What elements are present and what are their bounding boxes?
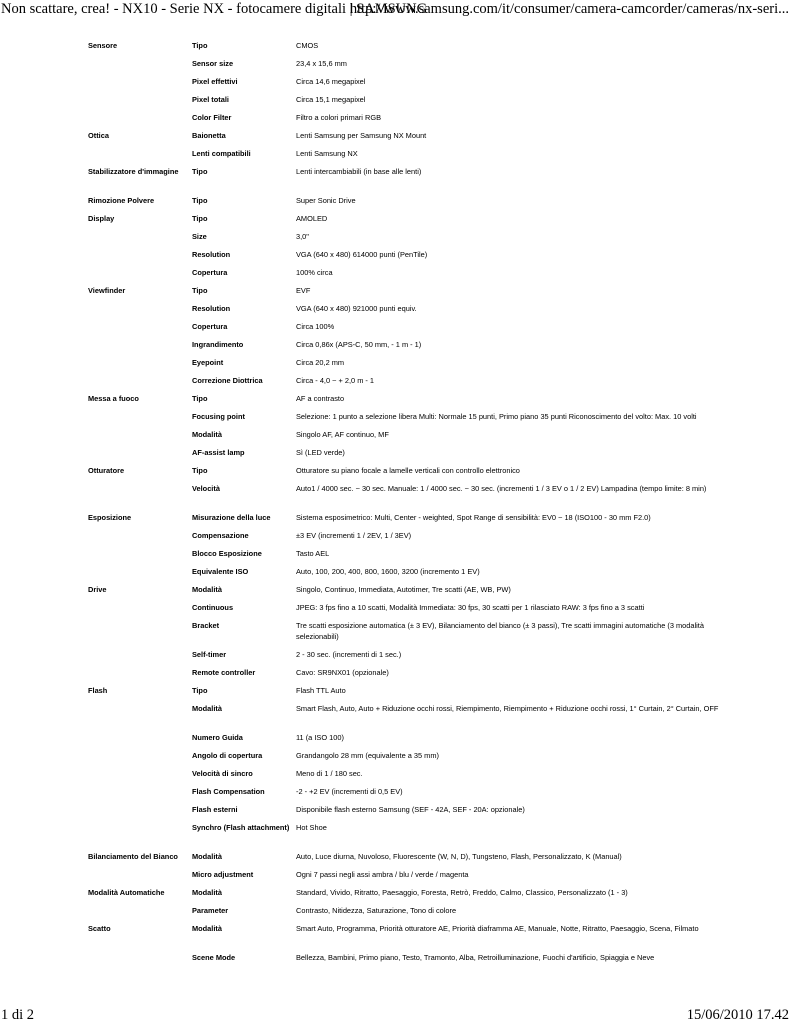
spec-category: Flash <box>88 686 108 695</box>
spec-name: Resolution <box>192 304 231 313</box>
spec-name: Tipo <box>192 196 208 205</box>
spec-value: Lenti intercambiabili (in base alle lenti) <box>296 167 422 176</box>
spec-name: Modalità <box>192 430 222 439</box>
spec-category <box>88 805 192 823</box>
spec-row <box>88 358 720 376</box>
spec-row <box>88 59 720 77</box>
spec-name: Continuous <box>192 603 234 612</box>
spec-category <box>88 448 192 466</box>
spec-category <box>88 268 192 286</box>
spec-value: Meno di 1 / 180 sec. <box>296 769 363 778</box>
spec-category <box>88 77 192 95</box>
spec-category <box>88 621 192 650</box>
spec-name: Copertura <box>192 268 228 277</box>
spec-name: Scene Mode <box>192 953 236 962</box>
spec-category <box>88 769 192 787</box>
spec-value: Smart Flash, Auto, Auto + Riduzione occhi rossi, Riempimento, Riempimento + Riduzione occhi rossi, 1° Curtain, 2° Curtain, OFF <box>296 704 719 713</box>
spec-value: Circa 0,86x (APS-C, 50 mm, - 1 m - 1) <box>296 340 422 349</box>
spec-value: ±3 EV (incrementi 1 / 2EV, 1 / 3EV) <box>296 531 412 540</box>
spec-name: AF-assist lamp <box>192 448 245 457</box>
spec-name: Velocità <box>192 484 220 493</box>
spec-row <box>88 621 720 650</box>
spec-category: Modalità Automatiche <box>88 888 165 897</box>
spec-row <box>88 149 720 167</box>
spec-row <box>88 77 720 95</box>
spec-name: Numero Guida <box>192 733 243 742</box>
spec-value: Sì (LED verde) <box>296 448 345 457</box>
spec-row <box>88 430 720 448</box>
spec-value: Flash TTL Auto <box>296 686 346 695</box>
spec-row <box>88 484 720 513</box>
spec-row <box>88 567 720 585</box>
spec-name: Compensazione <box>192 531 249 540</box>
spec-value: Ogni 7 passi negli assi ambra / blu / verde / magenta <box>296 870 469 879</box>
spec-value: 2 - 30 sec. (incrementi di 1 sec.) <box>296 650 402 659</box>
spec-value: Grandangolo 28 mm (equivalente a 35 mm) <box>296 751 439 760</box>
spec-name: Resolution <box>192 250 231 259</box>
spec-value: 11 (a ISO 100) <box>296 733 344 742</box>
spec-category <box>88 650 192 668</box>
spec-row <box>88 870 720 888</box>
spec-category <box>88 787 192 805</box>
spec-category <box>88 953 192 971</box>
spec-row <box>88 805 720 823</box>
page-title: Non scattare, crea! - NX10 - Serie NX - fotocamere digitali | SAMSUNG <box>1 1 428 17</box>
spec-value: Standard, Vivido, Ritratto, Paesaggio, Foresta, Retrò, Freddo, Calmo, Classico, Personalizzato (1 - 3) <box>296 888 628 897</box>
spec-row <box>88 41 720 59</box>
spec-value: JPEG: 3 fps fino a 10 scatti, Modalità Immediata: 30 fps, 30 scatti per 1 rilasciato RAW: 3 fps fino a 3 scatti <box>296 603 645 612</box>
spec-row <box>88 924 720 953</box>
spec-value: Otturatore su piano focale a lamelle verticali con controllo elettronico <box>296 466 520 475</box>
spec-category: Messa a fuoco <box>88 394 139 403</box>
spec-row <box>88 787 720 805</box>
spec-category <box>88 906 192 924</box>
spec-value: Circa 15,1 megapixel <box>296 95 366 104</box>
spec-category: Otturatore <box>88 466 125 475</box>
spec-row <box>88 888 720 906</box>
spec-name: Equivalente ISO <box>192 567 249 576</box>
spec-value: Circa - 4,0 ~ + 2,0 m - 1 <box>296 376 375 385</box>
spec-category <box>88 250 192 268</box>
spec-category <box>88 358 192 376</box>
spec-row <box>88 704 720 733</box>
spec-row <box>88 852 720 870</box>
spec-name: Correzione Diottrica <box>192 376 263 385</box>
spec-value: Lenti Samsung per Samsung NX Mount <box>296 131 427 140</box>
spec-row <box>88 268 720 286</box>
spec-row <box>88 304 720 322</box>
spec-category <box>88 232 192 250</box>
spec-row <box>88 906 720 924</box>
spec-category <box>88 59 192 77</box>
spec-row <box>88 448 720 466</box>
spec-value: Lenti Samsung NX <box>296 149 358 158</box>
page-number: 1 di 2 <box>1 1007 35 1023</box>
spec-category: Sensore <box>88 41 118 50</box>
spec-name: Tipo <box>192 41 208 50</box>
spec-value: -2 - +2 EV (incrementi di 0,5 EV) <box>296 787 403 796</box>
spec-value: Filtro a colori primari RGB <box>296 113 382 122</box>
spec-category: Rimozione Polvere <box>88 196 155 205</box>
spec-name: Modalità <box>192 704 222 713</box>
spec-row <box>88 167 720 196</box>
spec-value: VGA (640 x 480) 614000 punti (PenTile) <box>296 250 428 259</box>
spec-category <box>88 549 192 567</box>
spec-category: Esposizione <box>88 513 132 522</box>
spec-category <box>88 484 192 513</box>
spec-value: 100% circa <box>296 268 333 277</box>
spec-name: Micro adjustment <box>192 870 254 879</box>
spec-name: Eyepoint <box>192 358 224 367</box>
spec-value: Singolo AF, AF continuo, MF <box>296 430 389 439</box>
print-datetime: 15/06/2010 17.42 <box>686 1007 789 1023</box>
spec-row <box>88 250 720 268</box>
spec-row <box>88 650 720 668</box>
spec-name: Modalità <box>192 852 222 861</box>
spec-name: Size <box>192 232 207 241</box>
print-header <box>0 0 791 22</box>
spec-row <box>88 686 720 704</box>
spec-row <box>88 286 720 304</box>
spec-name: Modalità <box>192 924 222 933</box>
spec-category <box>88 733 192 751</box>
spec-name: Tipo <box>192 167 208 176</box>
spec-value: Auto, 100, 200, 400, 800, 1600, 3200 (incremento 1 EV) <box>296 567 480 576</box>
spec-row <box>88 751 720 769</box>
spec-category <box>88 704 192 733</box>
spec-category <box>88 412 192 430</box>
spec-row <box>88 769 720 787</box>
spec-row <box>88 340 720 358</box>
spec-name: Misurazione della luce <box>192 513 271 522</box>
spec-row <box>88 95 720 113</box>
spec-value: VGA (640 x 480) 921000 punti equiv. <box>296 304 417 313</box>
spec-row <box>88 668 720 686</box>
spec-value: Disponibile flash esterno Samsung (SEF - 42A, SEF - 20A: opzionale) <box>296 805 525 814</box>
spec-category: Ottica <box>88 131 109 140</box>
spec-category: Display <box>88 214 115 223</box>
spec-category <box>88 113 192 131</box>
spec-name: Pixel effettivi <box>192 77 238 86</box>
spec-category: Viewfinder <box>88 286 126 295</box>
spec-row <box>88 412 720 430</box>
spec-value: 23,4 x 15,6 mm <box>296 59 347 68</box>
spec-value: Circa 100% <box>296 322 335 331</box>
spec-category <box>88 751 192 769</box>
spec-name: Synchro (Flash attachment) <box>192 823 290 832</box>
spec-value: AF a contrasto <box>296 394 345 403</box>
spec-value: Hot Shoe <box>296 823 327 832</box>
spec-name: Blocco Esposizione <box>192 549 262 558</box>
spec-name: Modalità <box>192 585 222 594</box>
spec-category <box>88 95 192 113</box>
spec-category <box>88 340 192 358</box>
spec-category <box>88 870 192 888</box>
spec-name: Lenti compatibili <box>192 149 251 158</box>
spec-row <box>88 585 720 603</box>
spec-name: Pixel totali <box>192 95 229 104</box>
spec-category: Bilanciamento del Bianco <box>88 852 178 861</box>
spec-value: Tre scatti esposizione automatica (± 3 EV), Bilanciamento del bianco (± 3 passi), Tre scatti immagini automatiche (3 modalità selezionabili) <box>296 621 704 641</box>
spec-row <box>88 232 720 250</box>
spec-row <box>88 531 720 549</box>
spec-name: Tipo <box>192 286 208 295</box>
spec-category <box>88 322 192 340</box>
page-url: http://www.samsung.com/it/consumer/camera-camcorder/cameras/nx-seri... <box>349 1 789 17</box>
spec-value: CMOS <box>296 41 319 50</box>
spec-name: Remote controller <box>192 668 256 677</box>
spec-name: Color Filter <box>192 113 232 122</box>
spec-row <box>88 376 720 394</box>
spec-category: Scatto <box>88 924 111 933</box>
spec-value: Cavo: SR9NX01 (opzionale) <box>296 668 389 677</box>
spec-name: Sensor size <box>192 59 234 68</box>
spec-table <box>88 41 720 971</box>
spec-row <box>88 823 720 852</box>
spec-row <box>88 322 720 340</box>
spec-row <box>88 131 720 149</box>
spec-value: Selezione: 1 punto a selezione libera Multi: Normale 15 punti, Primo piano 35 punti Riconoscimento del volto: Max. 10 volti <box>296 412 697 421</box>
spec-category: Drive <box>88 585 107 594</box>
spec-name: Tipo <box>192 466 208 475</box>
spec-row <box>88 733 720 751</box>
spec-value: EVF <box>296 286 311 295</box>
spec-category: Stabilizzatore d'immagine <box>88 167 179 176</box>
spec-category <box>88 823 192 852</box>
spec-value: AMOLED <box>296 214 328 223</box>
spec-name: Tipo <box>192 214 208 223</box>
spec-value: Auto1 / 4000 sec. ~ 30 sec. Manuale: 1 / 4000 sec. ~ 30 sec. (incrementi 1 / 3 EV o 1 / 2 EV) Lampadina (tempo limite: 8 min) <box>296 484 707 493</box>
spec-row <box>88 513 720 531</box>
spec-row <box>88 113 720 131</box>
spec-value: Tasto AEL <box>296 549 330 558</box>
spec-value: 3,0" <box>296 232 309 241</box>
spec-value: Bellezza, Bambini, Primo piano, Testo, Tramonto, Alba, Retroilluminazione, Fuochi d'artificio, Spiaggia e Neve <box>296 953 655 962</box>
spec-name: Modalità <box>192 888 222 897</box>
spec-row <box>88 214 720 232</box>
spec-category <box>88 603 192 621</box>
spec-name: Baionetta <box>192 131 226 140</box>
spec-category <box>88 149 192 167</box>
spec-category <box>88 430 192 448</box>
spec-category <box>88 376 192 394</box>
spec-value: Circa 14,6 megapixel <box>296 77 366 86</box>
spec-category <box>88 304 192 322</box>
spec-name: Flash Compensation <box>192 787 265 796</box>
spec-name: Ingrandimento <box>192 340 244 349</box>
spec-value: Super Sonic Drive <box>296 196 356 205</box>
spec-value: Sistema esposimetrico: Multi, Center - weighted, Spot Range di sensibilità: EV0 ~ 18 (ISO100 - 30 mm F2.0) <box>296 513 651 522</box>
spec-name: Tipo <box>192 686 208 695</box>
spec-row <box>88 953 720 971</box>
spec-name: Focusing point <box>192 412 245 421</box>
spec-row <box>88 466 720 484</box>
spec-row <box>88 549 720 567</box>
spec-name: Parameter <box>192 906 229 915</box>
spec-value: Smart Auto, Programma, Priorità otturatore AE, Priorità diaframma AE, Manuale, Notte, Ritratto, Paesaggio, Scena, Filmato <box>296 924 699 933</box>
spec-row <box>88 394 720 412</box>
spec-value: Singolo, Continuo, Immediata, Autotimer, Tre scatti (AE, WB, PW) <box>296 585 511 594</box>
spec-value: Contrasto, Nitidezza, Saturazione, Tono di colore <box>296 906 457 915</box>
spec-category <box>88 567 192 585</box>
spec-name: Angolo di copertura <box>192 751 263 760</box>
print-footer <box>0 1006 791 1024</box>
spec-name: Velocità di sincro <box>192 769 253 778</box>
spec-name: Bracket <box>192 621 220 630</box>
spec-category <box>88 531 192 549</box>
spec-name: Flash esterni <box>192 805 238 814</box>
spec-value: Auto, Luce diurna, Nuvoloso, Fluorescente (W, N, D), Tungsteno, Flash, Personalizzato, K (Manual) <box>296 852 622 861</box>
spec-row <box>88 603 720 621</box>
spec-category <box>88 668 192 686</box>
spec-row <box>88 196 720 214</box>
spec-name: Self-timer <box>192 650 227 659</box>
spec-name: Tipo <box>192 394 208 403</box>
spec-value: Circa 20,2 mm <box>296 358 345 367</box>
spec-name: Copertura <box>192 322 228 331</box>
